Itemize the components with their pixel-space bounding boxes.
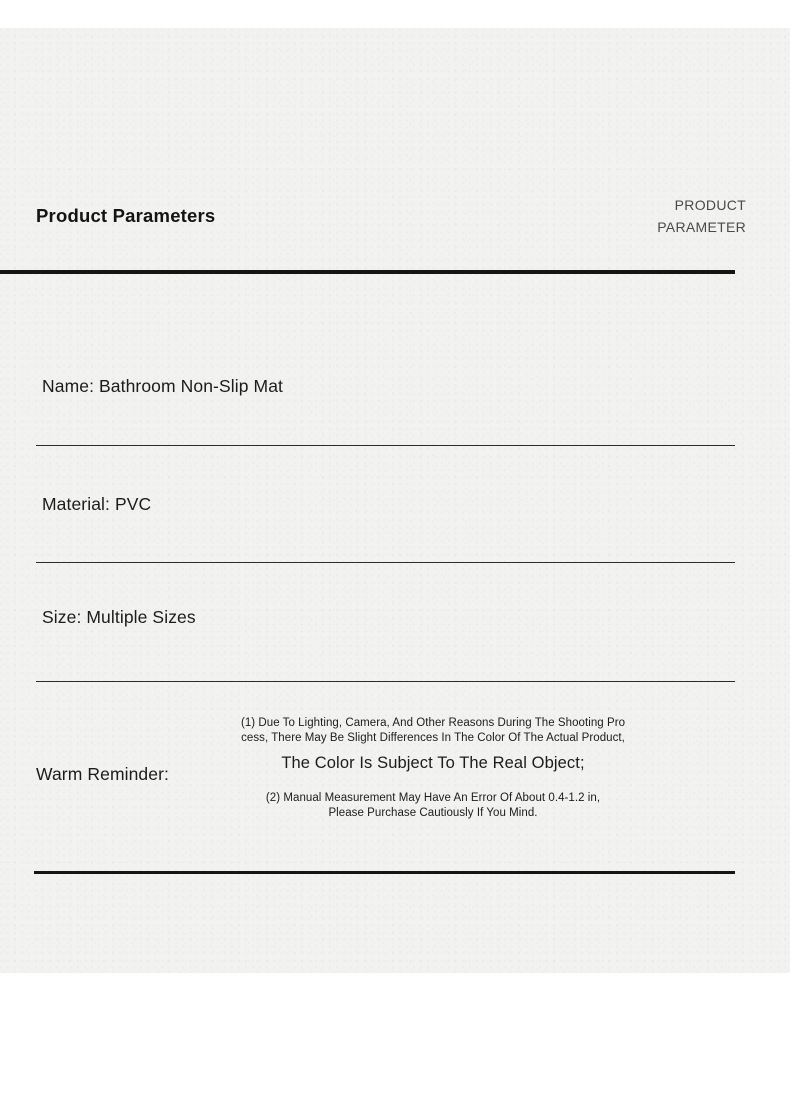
row-divider-2 [36, 562, 735, 563]
warm-reminder-content [218, 716, 648, 820]
row-divider-3 [36, 681, 735, 682]
header-subtitle-line-2: PARAMETER [657, 219, 746, 235]
footer-divider [34, 871, 735, 874]
product-parameters-page [0, 28, 790, 973]
reminder-note-1 [218, 716, 648, 745]
reminder-note-2-line-2: Please Purchase Cautiously If You Mind. [328, 806, 538, 819]
reminder-note-1-line-2: cess, There May Be Slight Differences In The Color Of The Actual Product, [241, 731, 625, 744]
page-header [0, 178, 790, 270]
parameter-row-material: Material: PVC [42, 494, 152, 514]
reminder-emphasis: The Color Is Subject To The Real Object; [281, 754, 585, 772]
header-divider [0, 270, 735, 274]
reminder-note-2-line-1: (2) Manual Measurement May Have An Error Of About 0.4-1.2 in, [265, 792, 601, 804]
reminder-note-1-line-1: (1) Due To Lighting, Camera, And Other Reasons During The Shooting Pro [240, 717, 626, 729]
warm-reminder-label: Warm Reminder: [36, 764, 169, 784]
header-subtitle [526, 194, 746, 238]
row-divider-1 [36, 445, 735, 446]
header-subtitle-line-1: PRODUCT [674, 197, 746, 213]
page-title: Product Parameters [36, 205, 216, 226]
parameter-row-name: Name: Bathroom Non-Slip Mat [42, 376, 283, 396]
reminder-note-2 [218, 791, 648, 820]
parameter-row-size: Size: Multiple Sizes [42, 607, 196, 627]
